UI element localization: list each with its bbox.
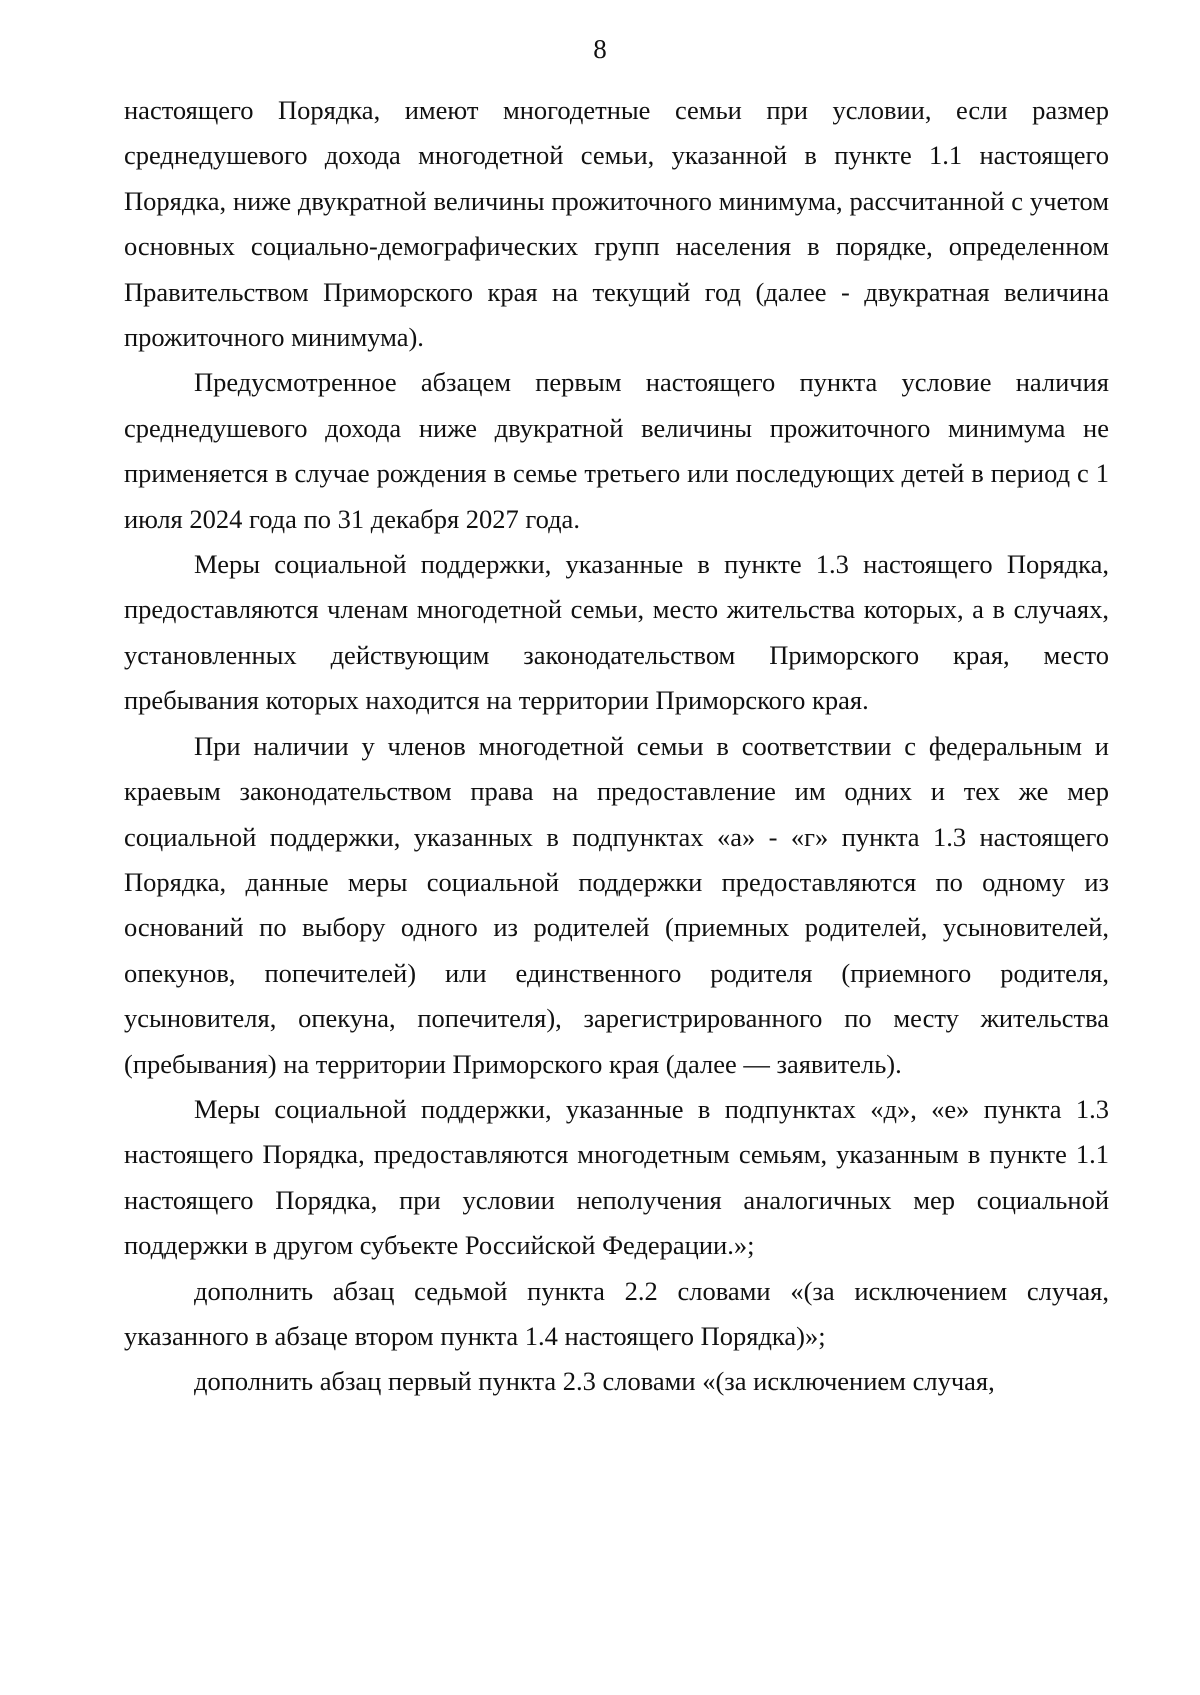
paragraph: дополнить абзац седьмой пункта 2.2 словами «(за исключением случая, указанного в абзаце втором пункта 1.4 настоящего Порядка)»; [124, 1275, 1109, 1351]
paragraph: Предусмотренное абзацем первым настоящего пункта условие наличия среднедушевого дохода ниже двукратной величины прожиточного минимума не применяется в случае рождения в семье третьего или последующих детей в период с 1 июля 2024 года по 31 декабря 2027 года. [124, 367, 1109, 534]
paragraph: При наличии у членов многодетной семьи в соответствии с федеральным и краевым законодательством права на предоставление им одних и тех же мер социальной поддержки, указанных в подпунктах «а» - «г» пункта 1.3 настоящего Порядка, данные меры социальной поддержки предоставляются по одному из оснований по выбору одного из родителей (приемных родителей, усыновителей, опекунов, попечителей) или единственного родителя (приемного родителя, усыновителя, опекуна, попечителя), зарегистрированного по месту жительства (пребывания) на территории Приморского края (далее — заявитель). [124, 730, 1109, 1079]
document-body [124, 88, 1109, 1405]
paragraph: Меры социальной поддержки, указанные в пункте 1.3 настоящего Порядка, предоставляются членам многодетной семьи, место жительства которых, а в случаях, установленных действующим законодательством Приморского края, место пребывания которых находится на территории Приморского края. [124, 549, 1109, 716]
paragraph-continuation: настоящего Порядка, имеют многодетные семьи при условии, если размер среднедушевого дохода многодетной семьи, указанной в пункте 1.1 настоящего Порядка, ниже двукратной величины прожиточного минимума, рассчитанной с учетом основных социально-демографических групп населения в порядке, определенном Правительством Приморского края на текущий год (далее - двукратная величина прожиточного минимума). [124, 95, 1109, 353]
paragraph: дополнить абзац первый пункта 2.3 словами «(за исключением случая, [194, 1366, 995, 1397]
page-number: 8 [593, 34, 607, 64]
paragraph: Меры социальной поддержки, указанные в подпунктах «д», «е» пункта 1.3 настоящего Порядка, предоставляются многодетным семьям, указанным в пункте 1.1 настоящего Порядка, при условии неполучения аналогичных мер социальной поддержки в другом субъекте Российской Федерации.»; [124, 1093, 1109, 1261]
